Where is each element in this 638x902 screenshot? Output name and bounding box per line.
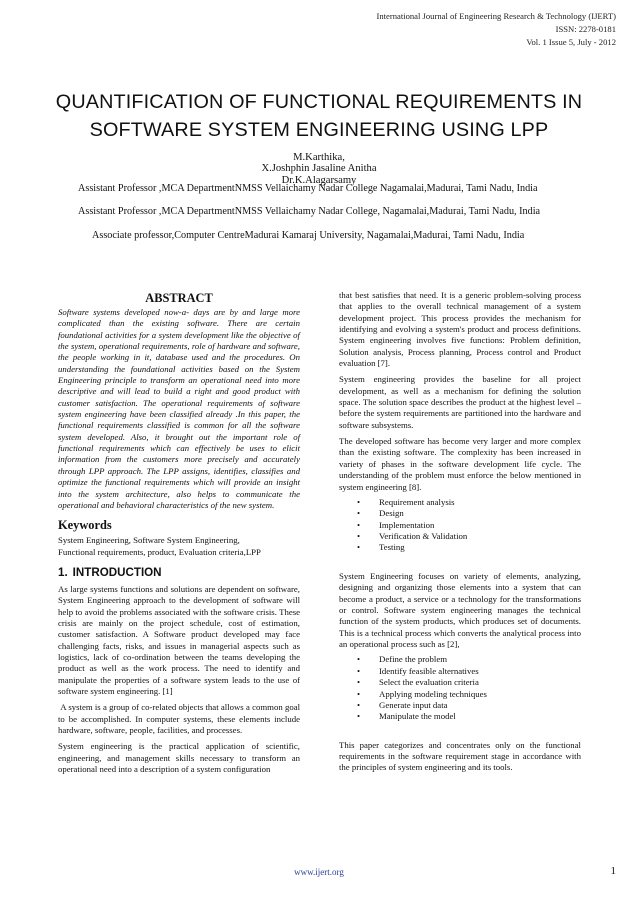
list-item: • Verification & Validation	[357, 531, 468, 542]
keywords-text	[58, 535, 300, 558]
keywords-line: Functional requirements, product, Evaluation criteria,LPP	[58, 546, 261, 557]
bullet-icon: •	[357, 654, 361, 665]
paragraph: A system is a group of co-related objects that allows a common goal to be accomplished. In computer systems, these elements include hardware, software, people, facilities, and processes.	[58, 702, 303, 735]
abstract-text: Software systems developed now-a- days are by and large more complicated than the existing software. There are certain foundational activities for a system development like the objective of the system, operational requirements, role of hardware and software, the people working in it, database used and the procedures. On understanding the foundational activities based on the System Engineering principle to transform an operational need into more descriptive and will lead to build a right and good product with customer satisfaction. The operational requirements of software system engineering have been classified already .In this paper, the functional requirements classified is common for all the software system developed. Also, it brought out the important role of functional requirements which can effectively be uses to elicit information from the customers more precisely and accurately through LPP approach. The LPP assigns, identifies, classifies and optimize the functional requirements which will provide an insight into the system architecture, also helps to communicate the operational and behavioral characteristics of the new system.	[58, 307, 300, 510]
bullet-icon: •	[357, 665, 361, 676]
bullet-icon: •	[357, 519, 361, 530]
author-name: Dr.K.Alagarsamy	[281, 174, 357, 186]
paper-title-line: QUANTIFICATION OF FUNCTIONAL REQUIREMENTS IN	[55, 91, 583, 113]
paragraph: System Engineering focuses on variety of elements, analyzing, designing and organizing those elements into a system that can become a product, a service or a technology for the transformations or control. Software system engineering manages the technical function of the system products, which produces set of documents. This is a technical process which converts the analytical process into an operational process such as [2],	[339, 570, 581, 649]
bullet-icon: •	[357, 531, 361, 542]
bullet-list-process	[339, 654, 581, 722]
list-item: • Select the evaluation criteria	[357, 677, 479, 688]
list-item: • Testing	[357, 542, 405, 553]
list-item: • Implementation	[357, 519, 435, 530]
abstract-heading: ABSTRACT	[145, 291, 213, 305]
keywords-heading: Keywords	[58, 518, 112, 533]
list-item: • Applying modeling techniques	[357, 688, 487, 699]
list-item: • Identify feasible alternatives	[357, 665, 479, 676]
paragraph: System engineering provides the baseline for all project development, as well as a mechanism for defining the solution space. The solution space describes the product at the highest level – before the system requirements are partitioned into the hardware and software subsystems.	[339, 374, 581, 430]
author-name: M.Karthika,	[293, 152, 345, 163]
section-heading-introduction	[58, 565, 300, 580]
list-item: • Requirement analysis	[357, 496, 455, 507]
affiliation: Assistant Professor ,MCA DepartmentNMSS Vellaichamy Nadar College Nagamalai,Madurai, Tami Nadu, India	[78, 183, 538, 194]
right-column	[339, 290, 581, 774]
left-column	[58, 290, 303, 775]
list-item: • Generate input data	[357, 699, 448, 710]
paragraph: that best satisfies that need. It is a generic problem-solving process that applies to the overall technical management of a system development project. This process provides the mechanism for identifying and evolving a system's product and process definitions. System engineering involves five functions: Problem definition, Solution analysis, Process planning, Process control and Product evaluation [7].	[339, 290, 581, 369]
paper-title	[20, 88, 618, 144]
keywords-line: System Engineering, Software System Engineering,	[58, 535, 240, 546]
list-item: • Define the problem	[357, 654, 448, 665]
affiliation: Associate professor,Computer CentreMadurai Kamaraj University, Nagamalai,Madurai, Tami Nadu, India	[92, 230, 525, 241]
paragraph: As large systems functions and solutions are dependent on software, System Engineering approach to the development of software will help to avoid the problems associated with the software crisis. These crisis are mainly on the project schedule, cost of estimation, customer satisfaction. A Software product developed may face challenging facts, risks, and issues in managerial aspects such as logistics, lack of co-ordination between the teams developing the product as well as the work process. The need to identify and manipulate the properties of a software system leads to the use of software system engineering. [1]	[58, 583, 300, 696]
list-item: • Manipulate the model	[357, 711, 456, 722]
journal-issn: ISSN: 2278-0181	[555, 24, 616, 34]
bullet-list-sdlc	[339, 497, 581, 554]
affiliation: Assistant Professor ,MCA DepartmentNMSS Vellaichamy Nadar College, Nagamalai,Madurai, Tami Nadu, India	[78, 206, 541, 217]
author-name: X.Joshphin Jasaline Anitha	[261, 163, 377, 175]
paragraph: System engineering is the practical application of scientific, engineering, and management skills necessary to transform an operational need into a description of a system configuration	[58, 741, 300, 775]
paper-title-line: SOFTWARE SYSTEM ENGINEERING USING LPP	[89, 119, 549, 141]
footer-link[interactable]: www.ijert.org	[294, 867, 344, 877]
journal-volume: Vol. 1 Issue 5, July - 2012	[526, 37, 616, 47]
bullet-icon: •	[357, 688, 361, 699]
bullet-icon: •	[357, 542, 361, 553]
list-item: • Design	[357, 508, 404, 519]
journal-header	[376, 10, 616, 49]
page-number: 1	[610, 865, 616, 877]
paragraph: The developed software has become very larger and more complex than the existing software. The complexity has been increased in variety of phases in the software development life cycle. The understanding of the problem must enforce the below mentioned in system engineering [8].	[339, 436, 581, 492]
bullet-icon: •	[357, 699, 361, 710]
bullet-icon: •	[357, 711, 361, 722]
paragraph: This paper categorizes and concentrates only on the functional requirements in the software requirement stage in accordance with the principles of system engineering and its tools.	[339, 739, 581, 773]
bullet-icon: •	[357, 496, 361, 507]
section-title: INTRODUCTION	[72, 565, 162, 579]
section-number: 1.	[58, 565, 68, 579]
author-list	[0, 152, 638, 186]
bullet-icon: •	[357, 677, 361, 688]
bullet-icon: •	[357, 508, 361, 519]
journal-name: International Journal of Engineering Research & Technology (IJERT)	[376, 11, 616, 21]
